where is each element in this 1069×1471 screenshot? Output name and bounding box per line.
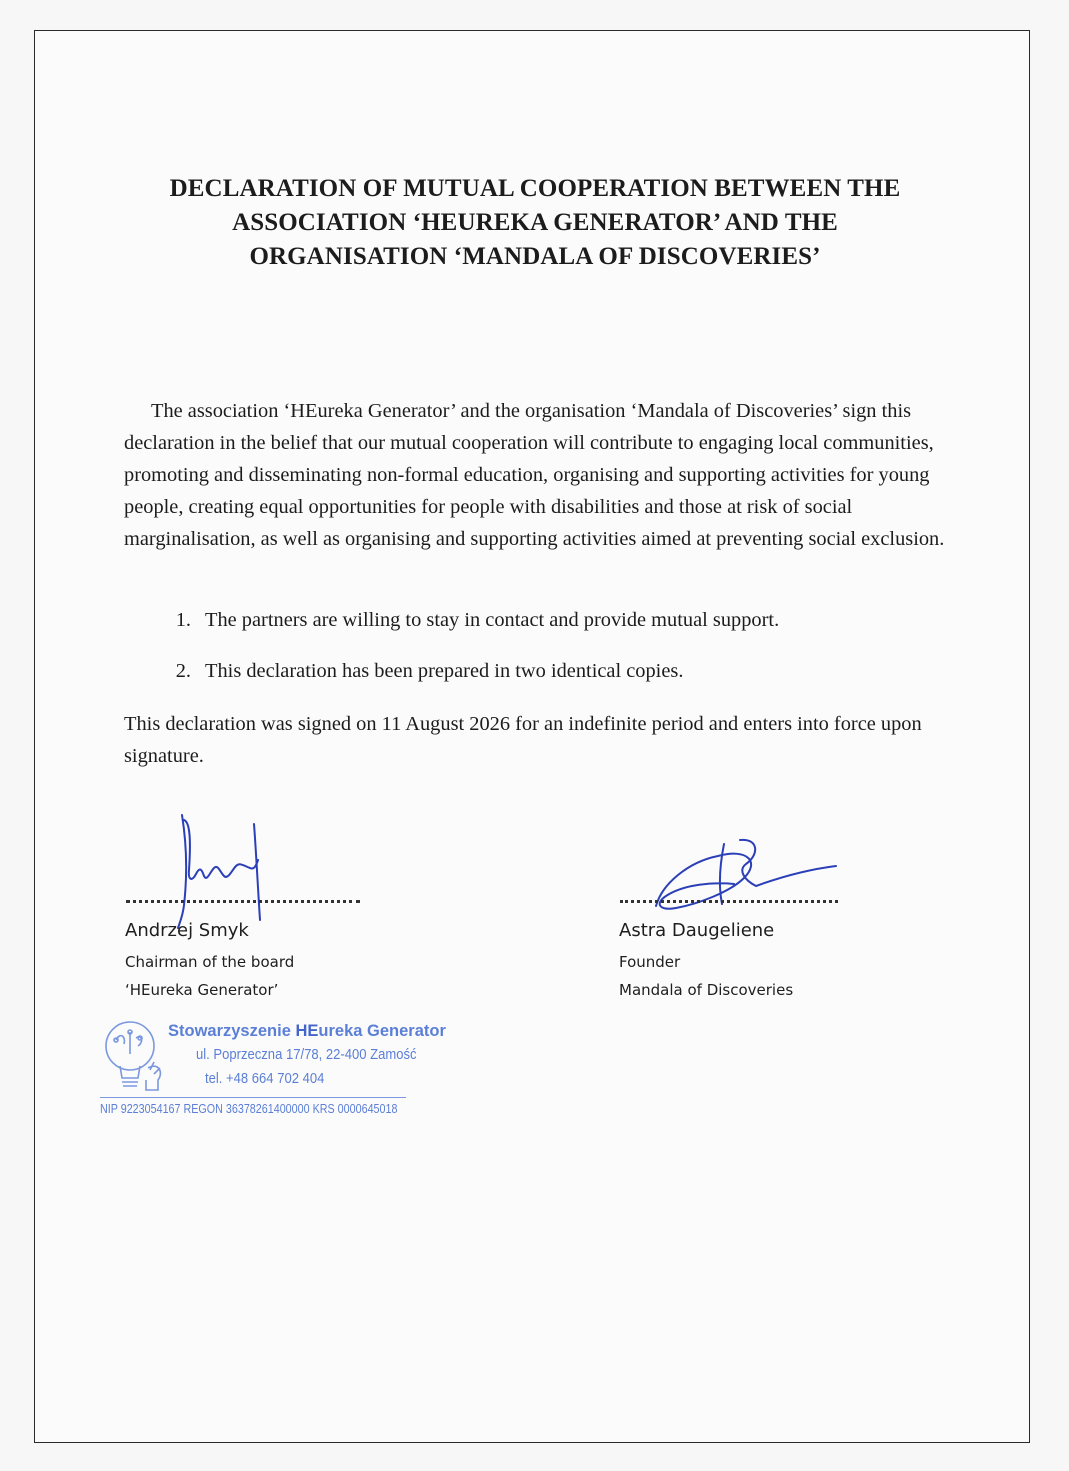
stamp-name-highlight: HE — [295, 1022, 319, 1040]
list-item-number: 2. — [175, 660, 191, 682]
stamp-divider — [100, 1097, 406, 1098]
list-item — [124, 604, 946, 636]
signatory-name-right: Astra Daugeliene — [619, 920, 775, 941]
list-item — [124, 655, 946, 687]
intro-paragraph: The association ‘HEureka Generator’ and the organisation ‘Mandala of Discoveries’ sign this declaration in the belief that our mutual cooperation will contribute to engaging local communities, promoting and disseminating non-formal education, organising and supporting activities for young people, creating equal opportunities for people with disabilities and those at risk of social marginalisation, as well as organising and supporting activities aimed at preventing social exclusion. — [124, 400, 945, 550]
handwritten-signature-right — [648, 834, 848, 924]
stamp-organization-name — [168, 1022, 446, 1041]
signature-line-right — [620, 894, 838, 903]
signature-line-left — [126, 894, 360, 903]
document-title — [100, 172, 970, 274]
title-line-1: DECLARATION OF MUTUAL COOPERATION BETWEEN THE — [169, 175, 901, 202]
signatory-org-left: ‘HEureka Generator’ — [125, 981, 279, 999]
numbered-list — [124, 604, 946, 706]
stamp-phone: tel. +48 664 702 404 — [205, 1071, 325, 1087]
organization-stamp — [98, 1018, 446, 1122]
list-item-number: 1. — [175, 609, 191, 631]
lightbulb-logo-icon — [102, 1018, 172, 1096]
stamp-name-prefix: Stowarzyszenie — [168, 1022, 296, 1040]
signatory-role-left: Chairman of the board — [125, 953, 295, 971]
list-item-text: The partners are willing to stay in contact and provide mutual support. — [205, 609, 780, 631]
title-line-2: ASSOCIATION ‘HEUREKA GENERATOR’ AND THE — [232, 209, 838, 236]
signatory-role-right: Founder — [619, 953, 681, 971]
closing-paragraph: This declaration was signed on 11 August 2026 for an indefinite period and enters into force upon signature. — [124, 713, 922, 767]
list-item-text: This declaration has been prepared in two identical copies. — [205, 660, 684, 682]
stamp-registration-ids: NIP 9223054167 REGON 36378261400000 KRS 0000645018 — [100, 1102, 398, 1116]
signatory-org-right: Mandala of Discoveries — [619, 981, 794, 999]
signatory-name-left: Andrzej Smyk — [125, 920, 249, 941]
title-line-3: ORGANISATION ‘MANDALA OF DISCOVERIES’ — [249, 243, 821, 270]
handwritten-signature-left — [174, 810, 294, 930]
stamp-address: ul. Poprzeczna 17/78, 22-400 Zamość — [196, 1047, 417, 1063]
stamp-name-suffix: ureka Generator — [318, 1022, 446, 1040]
